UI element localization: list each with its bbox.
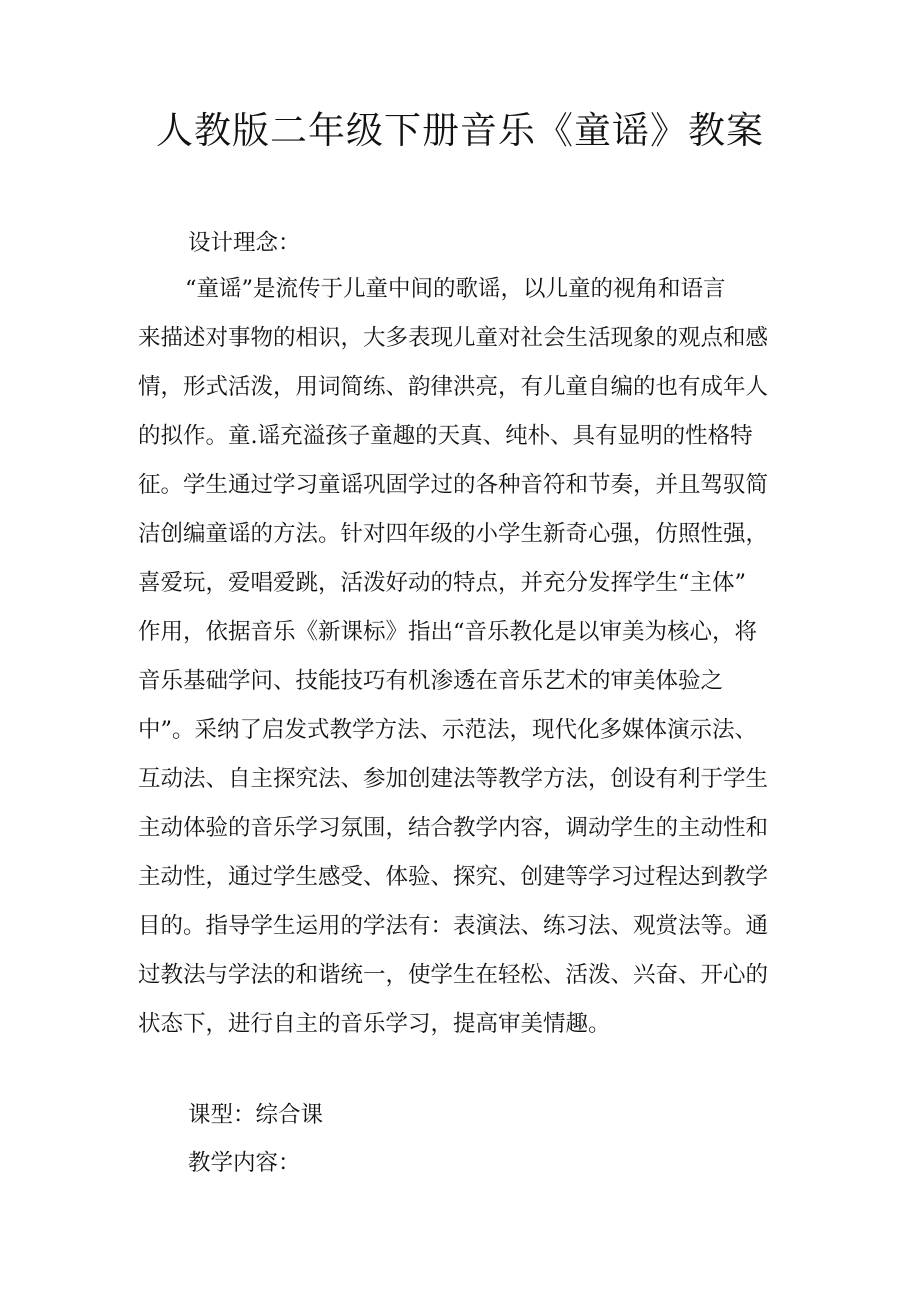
paragraph-line: 作用，依据音乐《新课标》指出“音乐教化是以审美为核心，将 bbox=[138, 619, 758, 645]
paragraph-line: 喜爱玩，爱唱爱跳，活泼好动的特点，并充分发挥学生“主体” bbox=[138, 570, 747, 596]
paragraph-line: 来描述对事物的相识，大多表现儿童对社会生活现象的观点和感 bbox=[138, 325, 769, 351]
paragraph-line: 主动性，通过学生感受、体验、探究、创建等学习过程达到教学 bbox=[138, 864, 769, 890]
paragraph-line: 情，形式活泼，用词简练、韵律洪亮，有儿童自编的也有成年人 bbox=[138, 374, 769, 400]
paragraph-line: 互动法、自主探究法、参加创建法等教学方法，创设有利于学生 bbox=[138, 766, 769, 792]
document-title: 人教版二年级下册音乐《童谣》教案 bbox=[156, 109, 764, 152]
teaching-content-label: 教学内容： bbox=[188, 1150, 301, 1176]
paragraph-line: 状态下，进行自主的音乐学习，提高审美情趣。 bbox=[138, 1011, 611, 1037]
lesson-type: 课型：综合课 bbox=[188, 1102, 324, 1128]
paragraph-line: 洁创编童谣的方法。针对四年级的小学生新奇心强，仿照性强， bbox=[138, 521, 769, 547]
paragraph-line: 目的。指导学生运用的学法有：表演法、练习法、观赏法等。通 bbox=[138, 913, 769, 939]
paragraph-line: 征。学生通过学习童谣巩固学过的各种音符和节奏，并且驾驭简 bbox=[138, 472, 769, 498]
paragraph-line: 过教法与学法的和谐统一，使学生在轻松、活泼、兴奋、开心的 bbox=[138, 962, 769, 988]
paragraph-line: 的拟作。童.谣充溢孩子童趣的天真、纯朴、具有显明的性格特 bbox=[138, 423, 753, 449]
paragraph-line: 主动体验的音乐学习氛围，结合教学内容，调动学生的主动性和 bbox=[138, 815, 769, 841]
design-concept-label: 设计理念： bbox=[188, 230, 301, 256]
paragraph-line: 中”。采纳了启发式教学方法、示范法，现代化多媒体演示法、 bbox=[138, 717, 758, 743]
paragraph-line: 音乐基础学问、技能技巧有机渗透在音乐艺术的审美体验之 bbox=[138, 668, 724, 694]
paragraph-line: “童谣”是流传于儿童中间的歌谣，以儿童的视角和语言 bbox=[185, 276, 726, 302]
